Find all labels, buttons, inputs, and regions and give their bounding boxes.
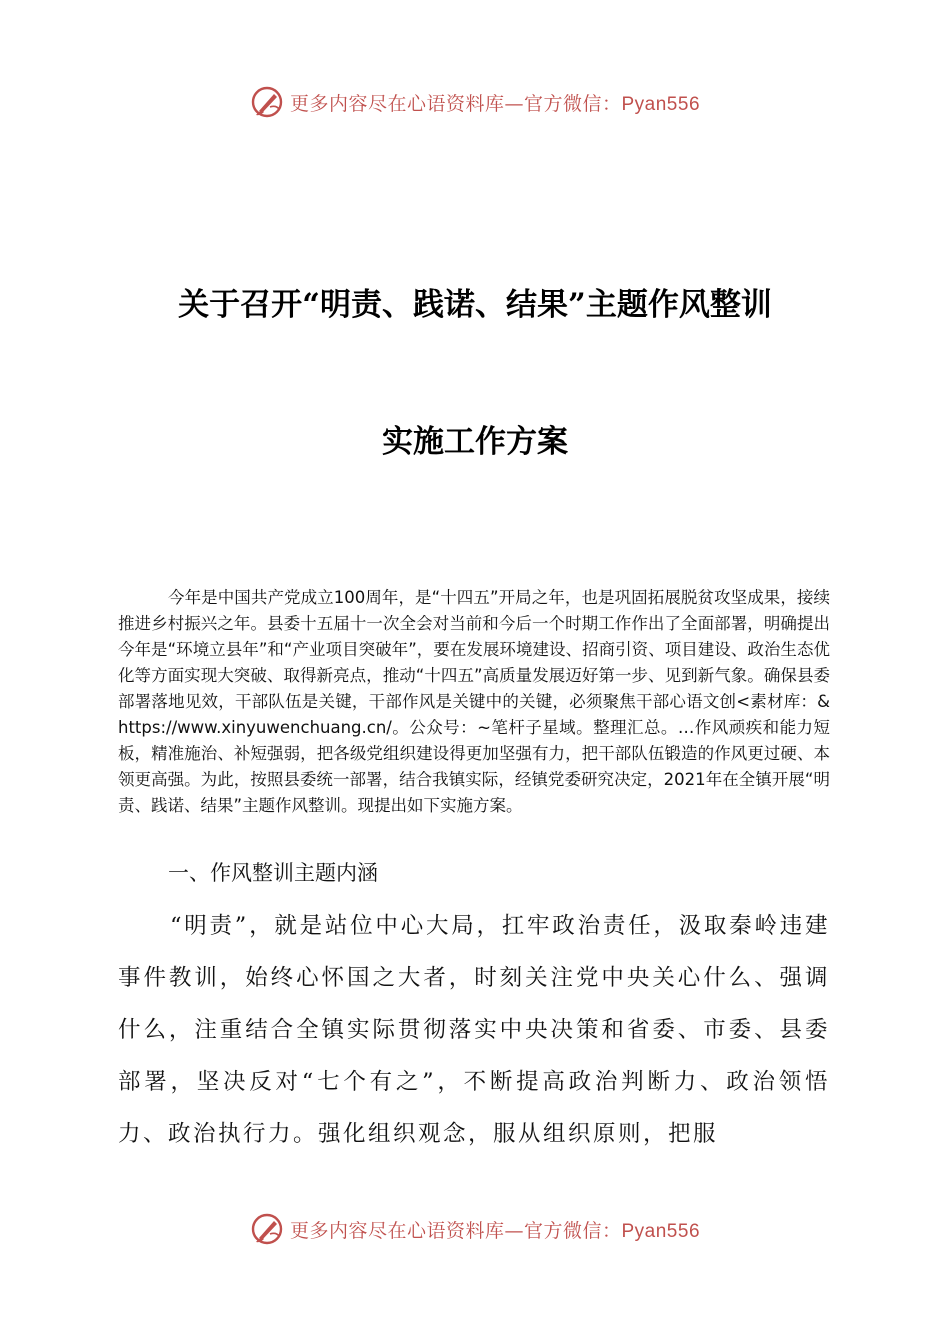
section-heading-1: 一、作风整训主题内涵 xyxy=(168,861,378,885)
watermark-wechat-id: Pyan556 xyxy=(621,93,701,115)
watermark-text xyxy=(290,1216,700,1243)
document-title-line1: 关于召开“明责、践诺、结果”主题作风整训 xyxy=(178,287,772,323)
watermark-text-cn: 更多内容尽在心语资料库—官方微信： xyxy=(289,1219,622,1242)
footer-watermark-banner xyxy=(0,1209,950,1249)
header-watermark-banner xyxy=(0,82,950,122)
watermark-wechat-id: Pyan556 xyxy=(621,1220,701,1242)
pen-logo-icon xyxy=(250,85,284,119)
intro-paragraph: 今年是中国共产党成立100周年，是“十四五”开局之年，也是巩固拓展脱贫攻坚成果，接续推进乡村振兴之年。县委十五届十一次全会对当前和今后一个时期工作作出了全面部署，明确提出今年是“环境立县年”和“产业项目突破年”，要在发展环境建设、招商引资、项目建设、政治生态优化等方面实现大突破、取得新亮点，推动“十四五”高质量发展迈好第一步、见到新气象。确保县委部署落地见效，干部队伍是关键，干部作风是关键中的关键，必须聚焦干部心语文创<素材库：&https://www.xinyuwenchuang.cn/。公众号：~笔杆子星域。整理汇总。…作风顽疾和能力短板，精准施治、补短强弱，把各级党组织建设得更加坚强有力，把干部队伍锻造的作风更过硬、本领更高强。为此，按照县委统一部署，结合我镇实际，经镇党委研究决定，2021年在全镇开展“明责、践诺、结果”主题作风整训。现提出如下实施方案。 xyxy=(118,588,830,815)
section-1-body-paragraph: “明责”，就是站位中心大局，扛牢政治责任，汲取秦岭违建事件教训，始终心怀国之大者，时刻关注党中央关心什么、强调什么，注重结合全镇实际贯彻落实中央决策和省委、市委、县委部署，坚决反对“七个有之”，不断提高政治判断力、政治领悟力、政治执行力。强化组织观念，服从组织原则，把服 xyxy=(118,913,830,1147)
pen-logo-icon xyxy=(250,1212,284,1246)
watermark-text xyxy=(290,89,700,116)
watermark-text-cn: 更多内容尽在心语资料库—官方微信： xyxy=(289,92,622,115)
document-title-line2: 实施工作方案 xyxy=(382,424,568,460)
